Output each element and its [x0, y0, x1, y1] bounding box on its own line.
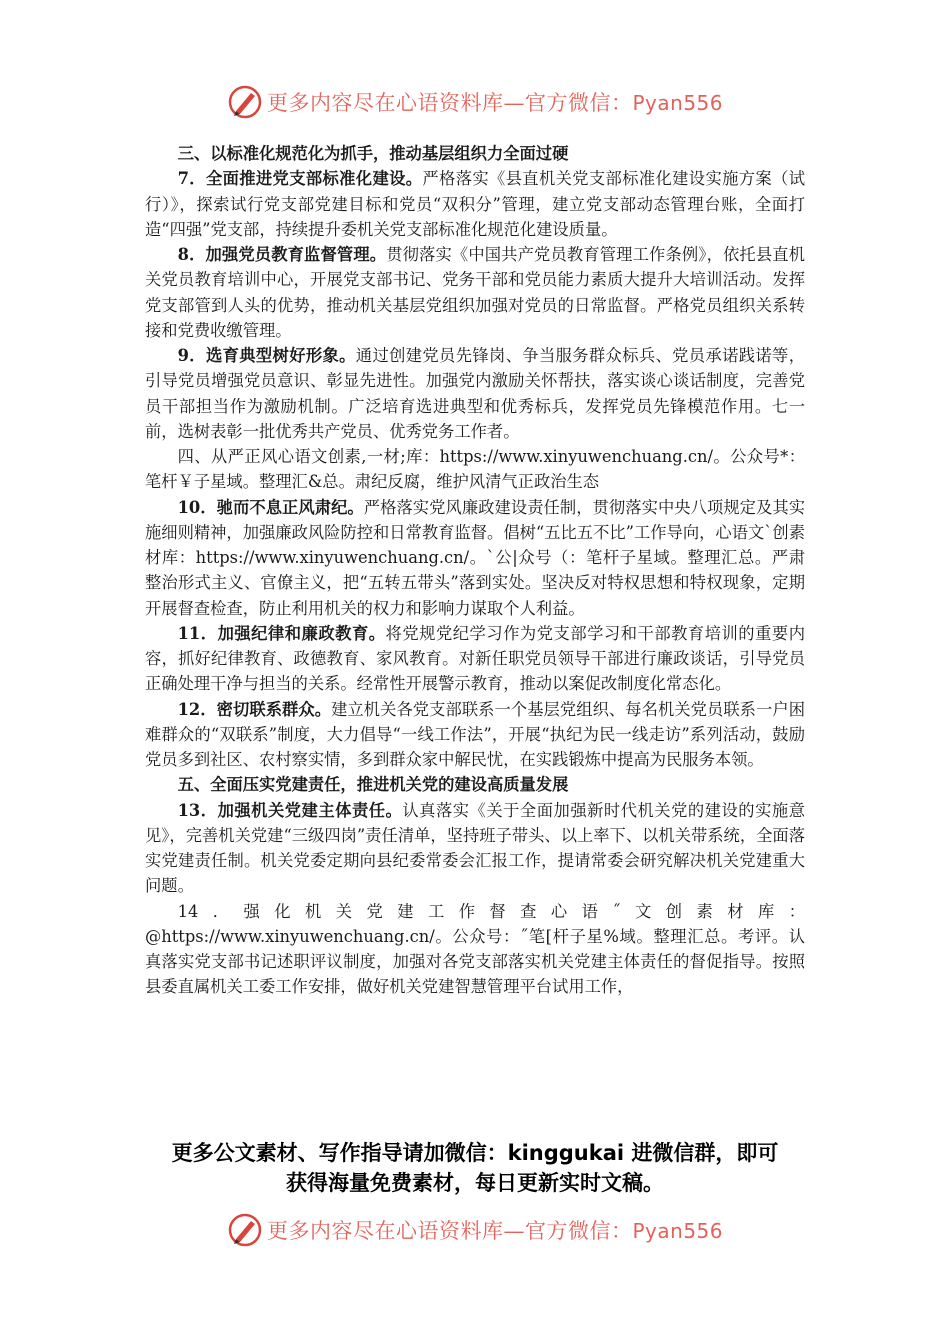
paragraph-item-9: 9．选育典型树好形象。通过创建党员先锋岗、争当服务群众标兵、党员承诺践诺等，引导党员增强党员意识、彰显先进性。加强党内激励关怀帮扶，落实谈心谈话制度，完善党员干部担当作为激励机制。广泛培育选进典型和优秀标兵，发挥党员先锋模范作用。七一前，选树表彰一批优秀共产党员、优秀党务工作者。	[145, 346, 805, 441]
section-heading-3: 三、以标准化规范化为抓手，推动基层组织力全面过硬	[177, 144, 569, 163]
paragraph-item-7: 7．全面推进党支部标准化建设。严格落实《县直机关党支部标准化建设实施方案（试行）》，探索试行党支部党建目标和党员“双积分”管理，建立党支部动态管理台账，全面打造“四强”党支部，持续提升委机关党支部标准化规范化建设质量。	[145, 169, 805, 239]
paragraph-item-11: 11．加强纪律和廉政教育。将党规党纪学习作为党支部学习和干部教育培训的重要内容，抓好纪律教育、政德教育、家风教育。对新任职党员领导干部进行廉政谈话，引导党员正确处理干净与担当的关系。经常性开展警示教育，推动以案促改制度化常态化。	[145, 623, 805, 694]
promo-text	[0, 1138, 950, 1198]
document-body	[145, 141, 805, 1000]
footer-banner	[0, 1208, 950, 1252]
paragraph-item-12: 12．密切联系群众。建立机关各党支部联系一个基层党组织、每名机关党员联系一户困难群众的“双联系”制度，大力倡导“一线工作法”，开展“执纪为民一线走访”系列活动，鼓励党员多到社区、农村察实情，多到群众家中解民忧，在实践锻炼中提高为民服务本领。	[145, 699, 805, 769]
section-heading-5: 五、全面压实党建责任，推进机关党的建设高质量发展	[177, 775, 569, 795]
paragraph-item-8: 8．加强党员教育监督管理。贯彻落实《中国共产党员教育管理工作条例》，依托县直机关党员教育培训中心，开展党支部书记、党务干部和党员能力素质大提升大培训活动。发挥党支部管到人头的优势，推动机关基层党组织加强对党员的日常监督。严格党员组织关系转接和党费收缴管理。	[145, 245, 805, 340]
pen-logo-icon	[227, 84, 263, 120]
paragraph-item-10: 10．驰而不息正风肃纪。严格落实党风廉政建设责任制，贯彻落实中央八项规定及其实施细则精神，加强廉政风险防控和日常教育监督。倡树“五比五不比”工作导向，心语文`创素材库：https://www.xinyuwenchuang.cn/。`公|众号（：笔杆子星域。整理汇总。严肃整治形式主义、官僚主义，把“五转五带头”落到实处。坚决反对特权思想和特权现象，定期开展督查检查，防止利用机关的权力和影响力谋取个人利益。	[145, 497, 805, 618]
banner-text: 更多内容尽在心语资料库—官方微信：Pyan556	[266, 1219, 723, 1243]
promo-line-1: 更多公文素材、写作指导请加微信：kinggukai 进微信群，即可	[171, 1141, 779, 1165]
promo-line-2: 获得海量免费素材，每日更新实时文稿。	[286, 1171, 664, 1195]
banner-text: 更多内容尽在心语资料库—官方微信：Pyan556	[266, 91, 723, 115]
pen-logo-icon	[227, 1212, 263, 1248]
header-banner	[0, 80, 950, 124]
paragraph-item-14: 14．强化机关党建工作督查心语˝文创素材库：@https://www.xinyuwenchuang.cn/。公众号：˝笔[杆子星%域。整理汇总。考评。认真落实党支部书记述职评议制度，加强对各党支部落实机关党建主体责任的督促指导。按照县委直属机关工委工作安排，做好机关党建智慧管理平台试用工作，	[145, 901, 805, 997]
paragraph-item-13: 13．加强机关党建主体责任。认真落实《关于全面加强新时代机关党的建设的实施意见》，完善机关党建“三级四岗”责任清单，坚持班子带头、以上率下、以机关带系统，全面落实党建责任制。机关党委定期向县纪委常委会汇报工作，提请常委会研究解决机关党建重大问题。	[145, 800, 805, 896]
section-heading-4: 四、从严正风心语文创素,一材;库：https://www.xinyuwenchuang.cn/。公众号*：笔杆￥子星域。整理汇&总。肃纪反腐，维护风清气正政治生态	[145, 447, 805, 492]
